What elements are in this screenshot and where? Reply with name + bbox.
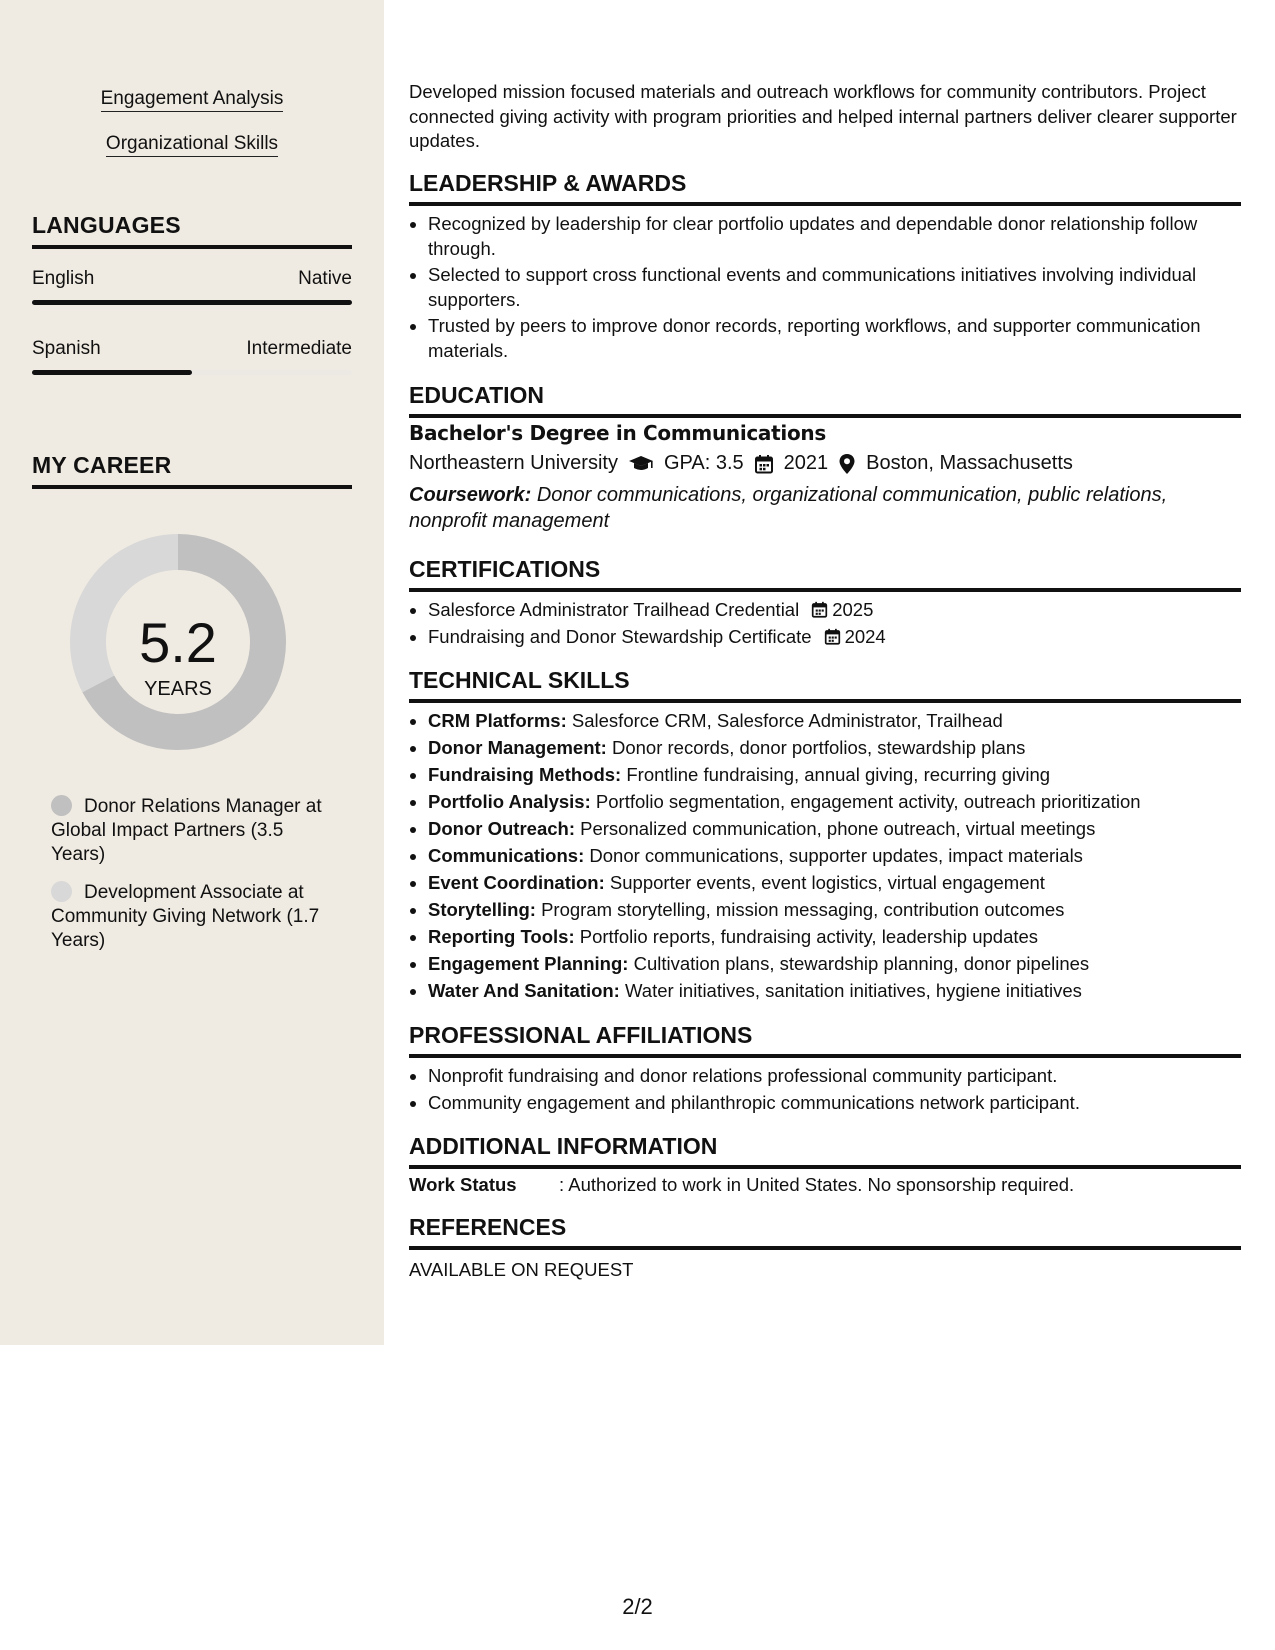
work-status-label: Work Status (409, 1174, 517, 1195)
skill-tag: Engagement Analysis (0, 88, 384, 110)
location: Boston, Massachusetts (866, 452, 1073, 474)
list-item: • Selected to support cross functional events and communications initiatives involving individual supporters. (428, 263, 1248, 312)
gpa: GPA: 3.5 (663, 452, 744, 474)
calendar-icon (754, 454, 774, 474)
career-heading: MY CAREER (32, 452, 352, 489)
career-years-value: 5.2 (139, 611, 217, 674)
list-item: • Fundraising Methods: Frontline fundraising, annual giving, recurring giving (428, 761, 1248, 788)
education-meta (409, 452, 1073, 475)
list-item: • Storytelling: Program storytelling, mission messaging, contribution outcomes (428, 896, 1248, 923)
technical-skills-list (409, 707, 1248, 1004)
technical-skills-heading: TECHNICAL SKILLS (409, 667, 1241, 703)
references-heading: REFERENCES (409, 1214, 1241, 1250)
list-item (428, 623, 1248, 650)
intro-paragraph: Developed mission focused materials and outreach workflows for community contributors. Project connected giving activity with program priorities and helped internal partners deliver clearer supporter updates. (409, 81, 1237, 151)
skill-tag: Organizational Skills (0, 133, 384, 155)
leadership-list (409, 212, 1248, 363)
certification-name: Salesforce Administrator Trailhead Credential (428, 599, 800, 620)
leadership-heading: LEADERSHIP & AWARDS (409, 170, 1241, 206)
certification-name: Fundraising and Donor Stewardship Certificate (428, 626, 812, 647)
school-name: Northeastern University (409, 452, 618, 474)
career-item: Development Associate at Community Giving Network (1.7 Years) (51, 882, 320, 951)
affiliations-list (409, 1062, 1248, 1116)
calendar-icon (811, 601, 828, 618)
language-name: Spanish (32, 338, 101, 359)
language-row (32, 268, 352, 290)
certification-year: 2024 (844, 626, 886, 647)
language-level: Native (298, 268, 352, 289)
additional-info-heading: ADDITIONAL INFORMATION (409, 1133, 1241, 1169)
list-item: • Water And Sanitation: Water initiatives, sanitation initiatives, hygiene initiatives (428, 977, 1248, 1004)
list-item: • Donor Outreach: Personalized communication, phone outreach, virtual meetings (428, 815, 1248, 842)
graduation-year: 2021 (783, 452, 829, 474)
list-item: • Community engagement and philanthropic communications network participant. (428, 1089, 1248, 1116)
career-item: Donor Relations Manager at Global Impact Partners (3.5 Years) (51, 796, 322, 865)
list-item: • Portfolio Analysis: Portfolio segmentation, engagement activity, outreach prioritization (428, 788, 1248, 815)
language-bar-fill (32, 300, 352, 305)
language-bar (32, 300, 352, 305)
work-status-value: : Authorized to work in United States. No sponsorship required. (559, 1174, 1075, 1195)
list-item: • Event Coordination: Supporter events, event logistics, virtual engagement (428, 869, 1248, 896)
language-bar-fill (32, 370, 192, 375)
sidebar (0, 0, 384, 1345)
career-donut-chart (64, 528, 292, 756)
coursework (409, 482, 1241, 534)
certifications-list (409, 596, 1248, 650)
language-name: English (32, 268, 95, 289)
coursework-label: Coursework: (409, 484, 532, 506)
certification-year: 2025 (832, 599, 874, 620)
list-item: • CRM Platforms: Salesforce CRM, Salesforce Administrator, Trailhead (428, 707, 1248, 734)
graduation-cap-icon (628, 455, 654, 473)
location-pin-icon (838, 453, 856, 475)
calendar-icon (824, 628, 841, 645)
list-item: • Engagement Planning: Cultivation plans, stewardship planning, donor pipelines (428, 950, 1248, 977)
degree-title: Bachelor's Degree in Communications (409, 421, 826, 445)
list-item: • Trusted by peers to improve donor records, reporting workflows, and supporter communication materials. (428, 314, 1248, 363)
language-row (32, 338, 352, 360)
list-item: • Nonprofit fundraising and donor relations professional community participant. (428, 1062, 1248, 1089)
list-item (428, 596, 1248, 623)
list-item: • Recognized by leadership for clear portfolio updates and dependable donor relationship follow through. (428, 212, 1248, 261)
education-heading: EDUCATION (409, 382, 1241, 418)
coursework-text: Donor communications, organizational communication, public relations, nonprofit management (409, 484, 1168, 532)
work-status-row (409, 1174, 1074, 1196)
career-years-unit: YEARS (144, 678, 212, 700)
list-item: • Donor Management: Donor records, donor portfolios, stewardship plans (428, 734, 1248, 761)
affiliations-heading: PROFESSIONAL AFFILIATIONS (409, 1022, 1241, 1058)
legend-dot (51, 795, 72, 816)
certifications-heading: CERTIFICATIONS (409, 556, 1241, 592)
language-level: Intermediate (246, 338, 352, 359)
page-number: 2/2 (622, 1594, 653, 1619)
list-item: • Reporting Tools: Portfolio reports, fundraising activity, leadership updates (428, 923, 1248, 950)
language-bar (32, 370, 352, 375)
references-text: AVAILABLE ON REQUEST (409, 1259, 634, 1280)
languages-heading: LANGUAGES (32, 212, 352, 249)
list-item: • Communications: Donor communications, supporter updates, impact materials (428, 842, 1248, 869)
legend-dot (51, 881, 72, 902)
